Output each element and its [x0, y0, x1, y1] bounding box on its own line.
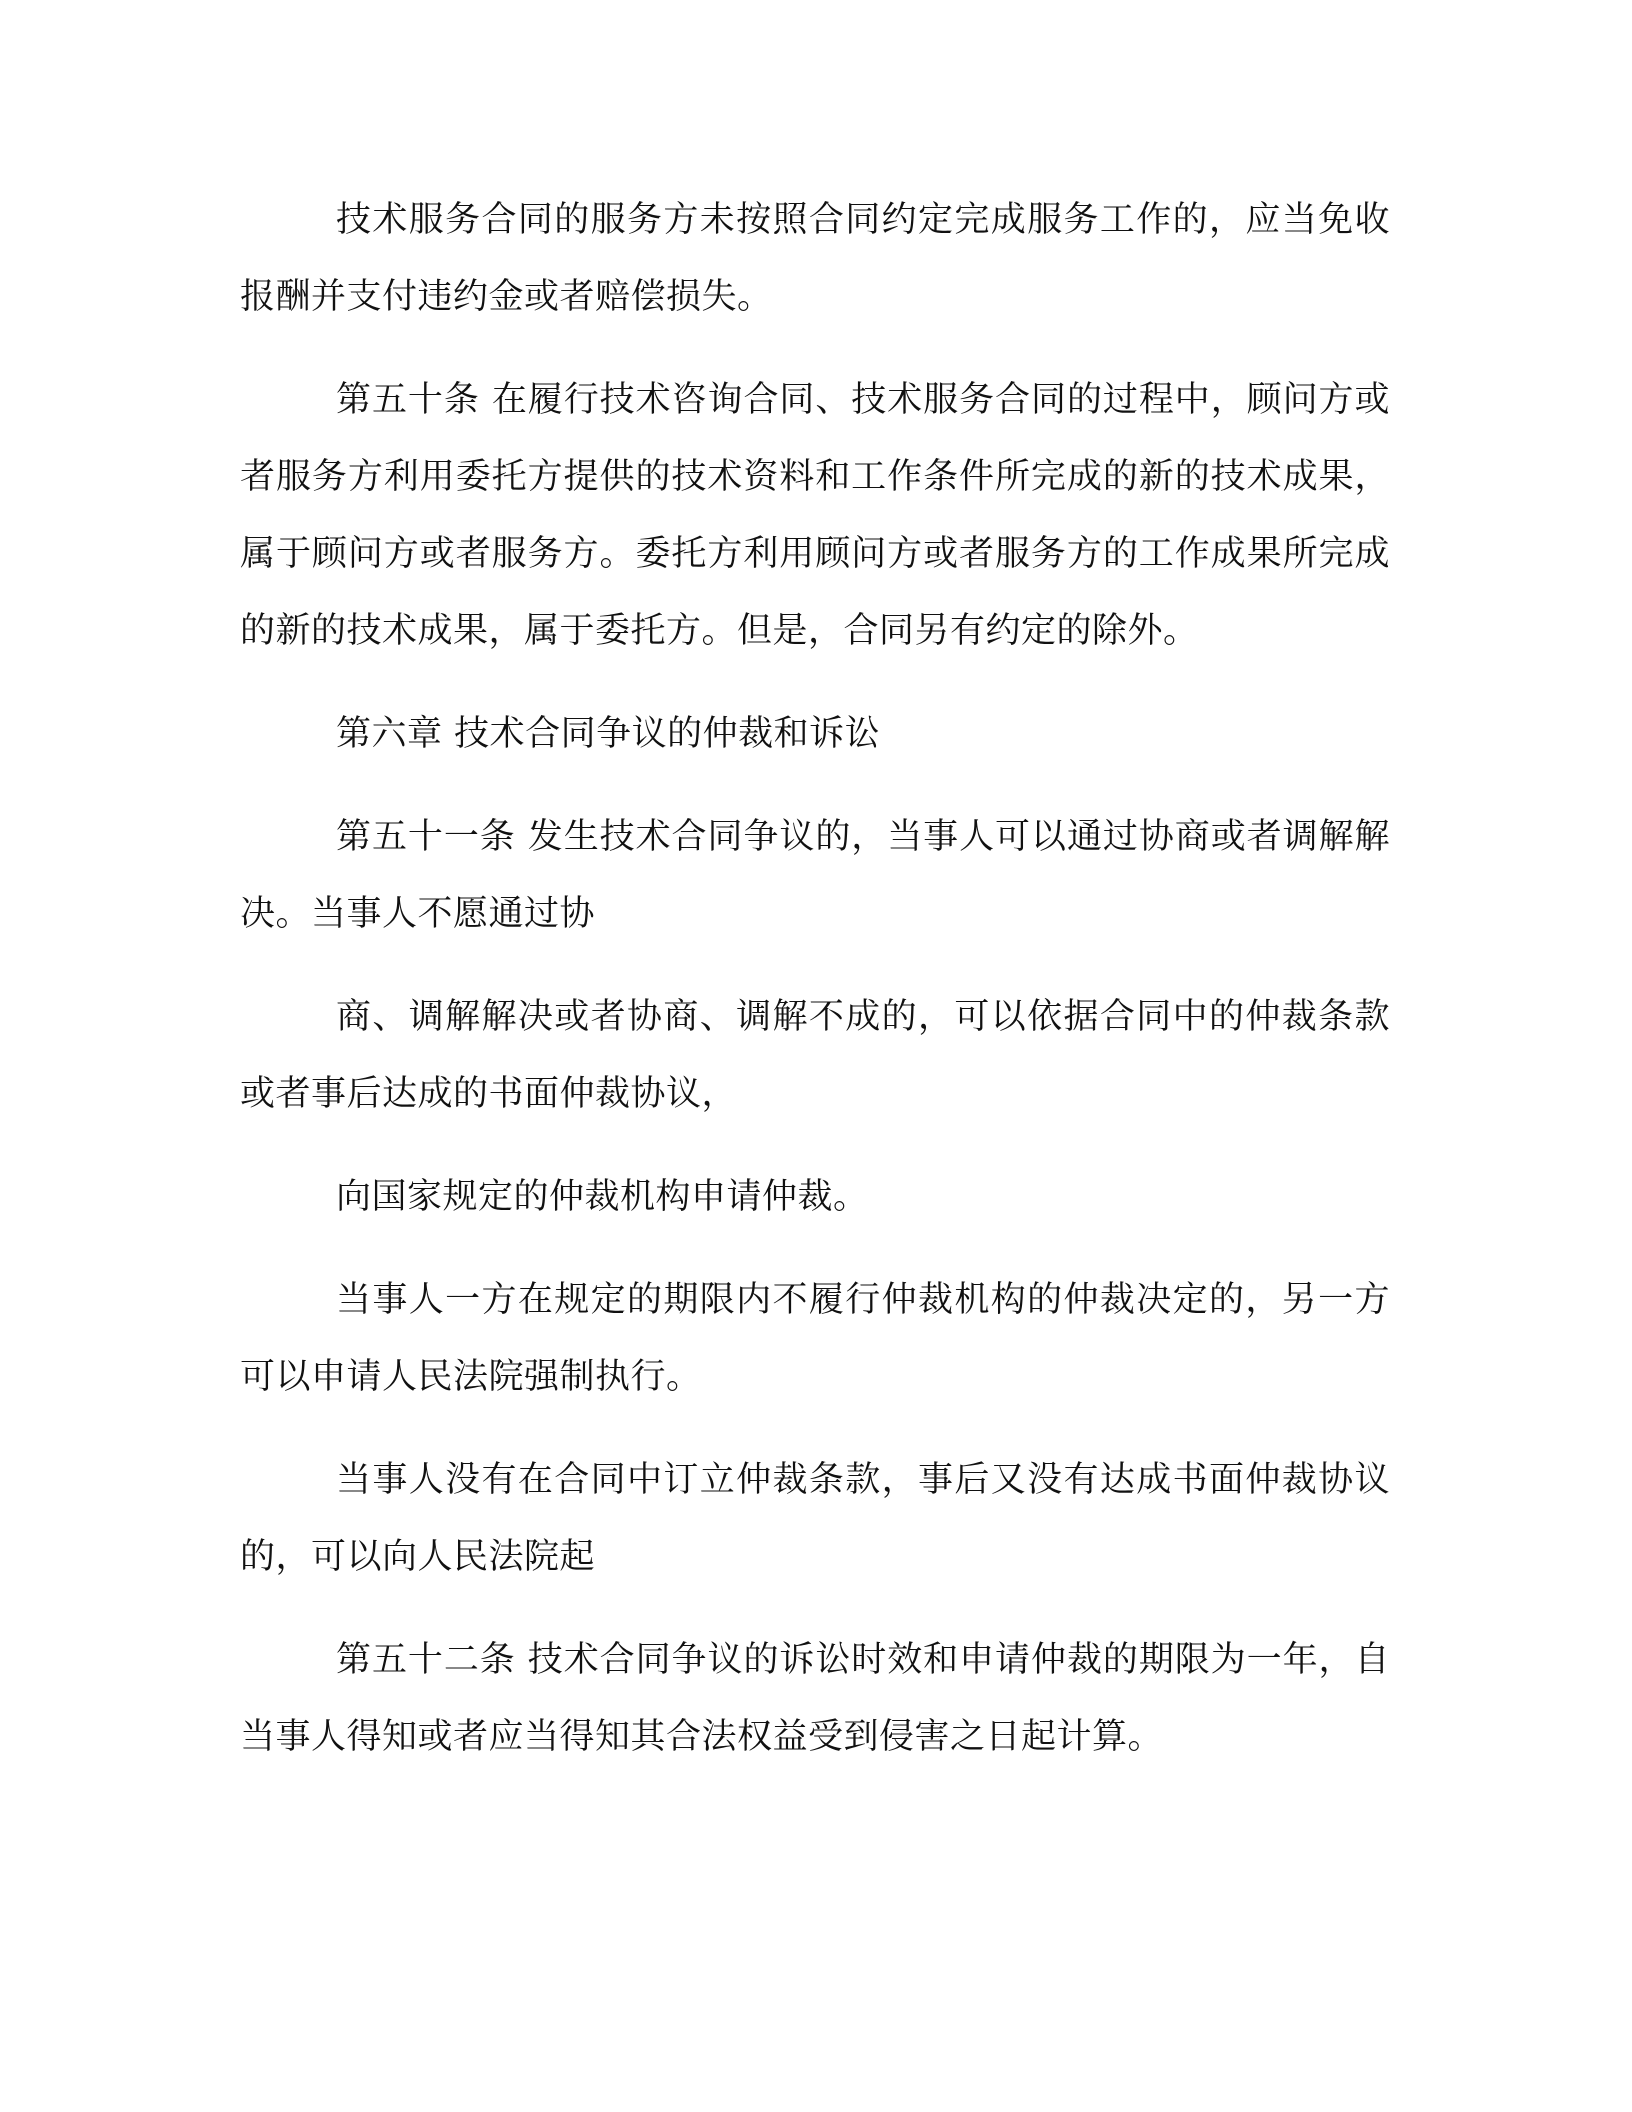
paragraph-arbitration-institution: 向国家规定的仲裁机构申请仲裁。: [336, 1177, 869, 1217]
paragraph-article-51: 第五十一条 发生技术合同争议的，当事人可以通过协商或者调解解决。当事人不愿通过协: [240, 817, 1390, 934]
paragraph-article-50: 第五十条 在履行技术咨询合同、技术服务合同的过程中，顾问方或者服务方利用委托方提供的技术资料和工作条件所完成的新的技术成果，属于顾问方或者服务方。委托方利用顾问方或者服务方的工作成果所完成的新的技术成果，属于委托方。但是，合同另有约定的除外。: [240, 380, 1390, 651]
paragraph-litigation: 当事人没有在合同中订立仲裁条款，事后又没有达成书面仲裁协议的，可以向人民法院起: [240, 1460, 1390, 1577]
paragraph-enforcement: 当事人一方在规定的期限内不履行仲裁机构的仲裁决定的，另一方可以申请人民法院强制执行。: [240, 1280, 1390, 1397]
document-body: [240, 182, 1390, 1802]
paragraph-arbitration-clause: 商、调解解决或者协商、调解不成的，可以依据合同中的仲裁条款或者事后达成的书面仲裁协议，: [240, 997, 1390, 1114]
paragraph-article-52: 第五十二条 技术合同争议的诉讼时效和申请仲裁的期限为一年，自当事人得知或者应当得知其合法权益受到侵害之日起计算。: [240, 1640, 1390, 1757]
paragraph-service-breach: 技术服务合同的服务方未按照合同约定完成服务工作的，应当免收报酬并支付违约金或者赔偿损失。: [240, 200, 1390, 317]
chapter-heading-6: 第六章 技术合同争议的仲裁和诉讼: [336, 714, 881, 754]
